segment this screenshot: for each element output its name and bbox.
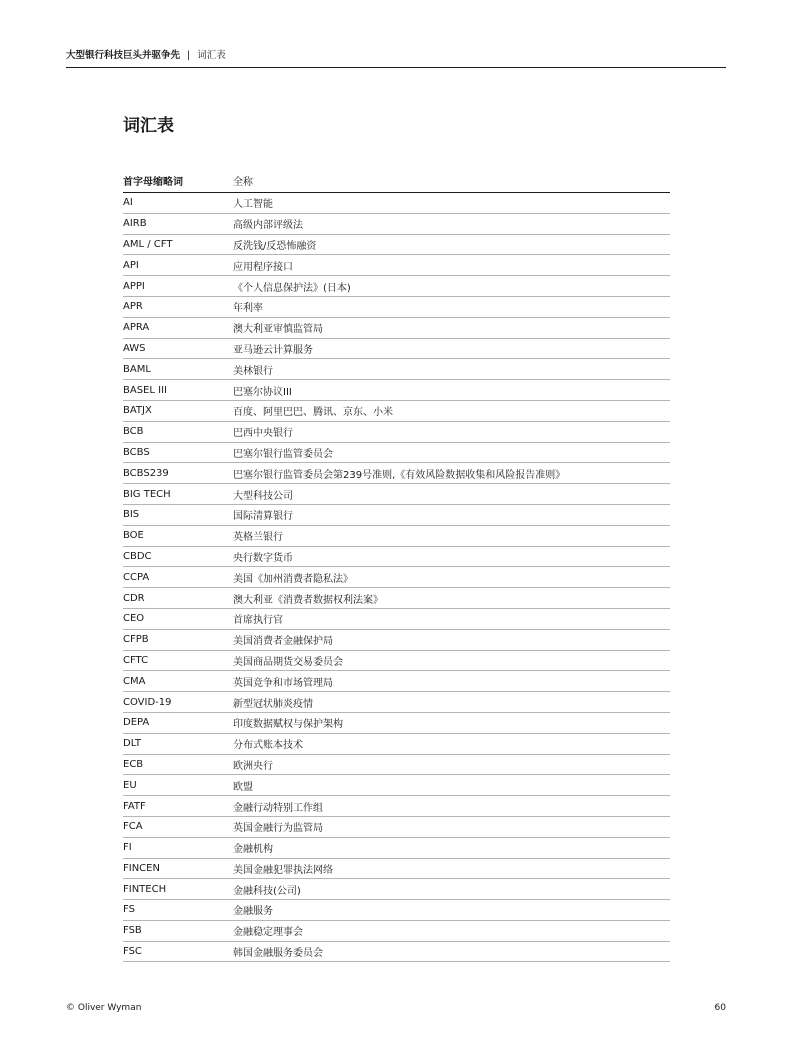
running-header xyxy=(66,50,726,62)
glossary-abbr: APPI xyxy=(123,280,145,292)
glossary-full-name: 英国竞争和市场管理局 xyxy=(233,677,333,689)
glossary-abbr: BATJX xyxy=(123,405,152,417)
glossary-full-name: 欧盟 xyxy=(233,781,253,793)
glossary-abbr: BIS xyxy=(123,509,140,521)
section-name: 词汇表 xyxy=(197,50,226,61)
glossary-abbr: FINTECH xyxy=(123,883,167,895)
glossary-abbr: ECB xyxy=(123,758,144,770)
glossary-abbr: FI xyxy=(123,842,132,854)
glossary-row xyxy=(123,359,670,380)
glossary-abbr: AI xyxy=(123,197,133,209)
glossary-abbr: CFPB xyxy=(123,634,149,646)
glossary-row xyxy=(123,879,670,900)
glossary-full-name: 韩国金融服务委员会 xyxy=(233,948,323,960)
glossary-row xyxy=(123,567,670,588)
glossary-abbr: FSC xyxy=(123,946,142,958)
glossary-full-name: 澳大利亚《消费者数据权利法案》 xyxy=(233,594,383,606)
glossary-full-name: 美林银行 xyxy=(233,365,273,377)
glossary-full-name: 欧洲央行 xyxy=(233,760,273,772)
glossary-full-name: 新型冠状肺炎疫情 xyxy=(233,698,313,710)
glossary-full-name: 金融稳定理事会 xyxy=(233,927,303,939)
glossary-abbr: FINCEN xyxy=(123,862,160,874)
glossary-row xyxy=(123,484,670,505)
glossary-abbr: DEPA xyxy=(123,717,150,729)
glossary-abbr: FS xyxy=(123,904,135,916)
glossary-row xyxy=(123,671,670,692)
glossary-row xyxy=(123,775,670,796)
glossary-abbr: CCPA xyxy=(123,571,150,583)
glossary-full-name: 美国商品期货交易委员会 xyxy=(233,656,343,668)
glossary-row xyxy=(123,526,670,547)
glossary-row xyxy=(123,713,670,734)
glossary-full-name: 央行数字货币 xyxy=(233,552,293,564)
glossary-full-name: 《个人信息保护法》(日本) xyxy=(233,282,351,294)
page-title: 词汇表 xyxy=(123,116,174,136)
glossary-full-name: 美国消费者金融保护局 xyxy=(233,636,333,648)
glossary-full-name: 金融行动特别工作组 xyxy=(233,802,323,814)
glossary-row xyxy=(123,422,670,443)
glossary-row xyxy=(123,547,670,568)
glossary-row xyxy=(123,859,670,880)
page-footer xyxy=(66,1003,726,1013)
glossary-row xyxy=(123,235,670,256)
glossary-row xyxy=(123,443,670,464)
glossary-full-name: 大型科技公司 xyxy=(233,490,293,502)
glossary-abbr: CBDC xyxy=(123,550,152,562)
glossary-row xyxy=(123,838,670,859)
glossary-abbr: COVID-19 xyxy=(123,696,172,708)
column-header-full: 全称 xyxy=(233,176,253,188)
glossary-abbr: CMA xyxy=(123,675,146,687)
glossary-abbr: APR xyxy=(123,301,143,313)
glossary-full-name: 金融服务 xyxy=(233,906,273,918)
glossary-row xyxy=(123,214,670,235)
glossary-abbr: API xyxy=(123,259,139,271)
header-separator: | xyxy=(187,50,191,61)
glossary-row xyxy=(123,380,670,401)
page-number: 60 xyxy=(714,1003,726,1013)
glossary-full-name: 反洗钱/反恐怖融资 xyxy=(233,240,317,252)
glossary-row xyxy=(123,817,670,838)
glossary-row xyxy=(123,796,670,817)
glossary-row xyxy=(123,505,670,526)
glossary-header-row xyxy=(123,170,670,193)
header-rule xyxy=(66,67,726,68)
glossary-full-name: 国际清算银行 xyxy=(233,511,293,523)
glossary-abbr: APRA xyxy=(123,322,150,334)
glossary-row xyxy=(123,630,670,651)
glossary-row xyxy=(123,651,670,672)
glossary-abbr: CEO xyxy=(123,613,145,625)
glossary-row xyxy=(123,339,670,360)
glossary-full-name: 美国金融犯罪执法网络 xyxy=(233,864,333,876)
glossary-full-name: 百度、阿里巴巴、腾讯、京东、小米 xyxy=(233,407,393,419)
glossary-row xyxy=(123,734,670,755)
glossary-full-name: 高级内部评级法 xyxy=(233,220,303,232)
glossary-abbr: CFTC xyxy=(123,654,149,666)
glossary-full-name: 澳大利亚审慎监管局 xyxy=(233,324,323,336)
glossary-row xyxy=(123,692,670,713)
glossary-full-name: 巴塞尔银行监管委员会 xyxy=(233,448,333,460)
glossary-full-name: 分布式账本技术 xyxy=(233,740,303,752)
glossary-full-name: 年利率 xyxy=(233,303,263,315)
glossary-row xyxy=(123,276,670,297)
glossary-abbr: BCB xyxy=(123,426,144,438)
glossary-abbr: BCBS xyxy=(123,446,150,458)
glossary-row xyxy=(123,193,670,214)
glossary-abbr: BIG TECH xyxy=(123,488,171,500)
glossary-abbr: BOE xyxy=(123,530,144,542)
glossary-row xyxy=(123,318,670,339)
glossary-full-name: 巴西中央银行 xyxy=(233,428,293,440)
glossary-full-name: 英格兰银行 xyxy=(233,532,283,544)
glossary-full-name: 人工智能 xyxy=(233,199,273,211)
glossary-row xyxy=(123,900,670,921)
glossary-row xyxy=(123,755,670,776)
glossary-abbr: BASEL III xyxy=(123,384,167,396)
report-title: 大型银行科技巨头并驱争先 xyxy=(66,50,181,61)
glossary-full-name: 金融机构 xyxy=(233,844,273,856)
glossary-row xyxy=(123,401,670,422)
glossary-row xyxy=(123,297,670,318)
glossary-full-name: 巴塞尔协议III xyxy=(233,386,292,398)
glossary-full-name: 英国金融行为监管局 xyxy=(233,823,323,835)
glossary-table xyxy=(123,170,670,962)
glossary-abbr: BAML xyxy=(123,363,151,375)
glossary-abbr: FCA xyxy=(123,821,143,833)
glossary-abbr: AML / CFT xyxy=(123,238,173,250)
glossary-full-name: 应用程序接口 xyxy=(233,261,293,273)
glossary-row xyxy=(123,463,670,484)
glossary-row xyxy=(123,609,670,630)
column-header-abbr: 首字母缩略词 xyxy=(123,176,183,188)
glossary-full-name: 巴塞尔银行监管委员会第239号准则,《有效风险数据收集和风险报告准则》 xyxy=(233,469,566,481)
glossary-abbr: AIRB xyxy=(123,218,147,230)
glossary-full-name: 首席执行官 xyxy=(233,615,283,627)
glossary-row xyxy=(123,942,670,963)
glossary-full-name: 金融科技(公司) xyxy=(233,885,301,897)
glossary-full-name: 印度数据赋权与保护架构 xyxy=(233,719,343,731)
glossary-abbr: FSB xyxy=(123,925,142,937)
glossary-full-name: 美国《加州消费者隐私法》 xyxy=(233,573,353,585)
glossary-abbr: AWS xyxy=(123,342,146,354)
glossary-abbr: BCBS239 xyxy=(123,467,169,479)
glossary-abbr: CDR xyxy=(123,592,145,604)
glossary-abbr: DLT xyxy=(123,738,142,750)
glossary-full-name: 亚马逊云计算服务 xyxy=(233,344,313,356)
glossary-abbr: EU xyxy=(123,779,137,791)
copyright: © Oliver Wyman xyxy=(66,1003,142,1013)
glossary-row xyxy=(123,255,670,276)
glossary-row xyxy=(123,588,670,609)
glossary-body xyxy=(123,193,670,962)
glossary-row xyxy=(123,921,670,942)
glossary-abbr: FATF xyxy=(123,800,146,812)
